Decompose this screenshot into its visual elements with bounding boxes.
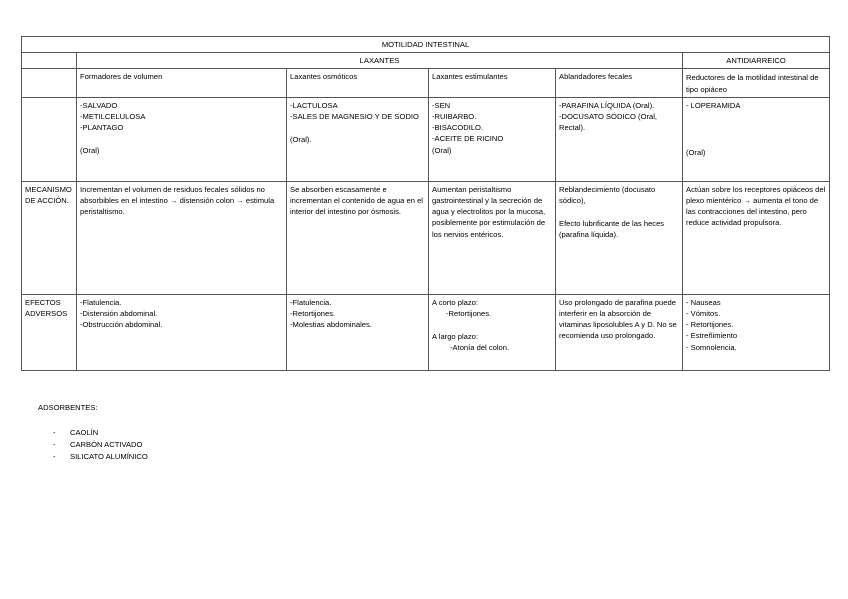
group-antidiarreico: ANTIDIARREICO <box>683 53 830 69</box>
route-label: (Oral) <box>432 145 452 155</box>
drug-item: -PLANTAGO <box>80 123 124 133</box>
adsorbente-item: SILICATO ALUMÍNICO <box>70 452 148 461</box>
empty-label-cell <box>22 69 77 97</box>
efectos-reductores: - Nauseas - Vómitos. - Retortijones. - Estreñimiento - Somnolencia. <box>683 294 830 370</box>
row-label-mecanismo: MECANISMO DE ACCIÓN. <box>22 181 77 294</box>
drug-item: -ACEITE DE RICINO <box>432 134 504 144</box>
drug-item: -RUIBARBO. <box>432 112 477 122</box>
bullet-dash: - <box>53 428 56 437</box>
drugs-ablandadores <box>556 97 683 181</box>
drug-item: -METILCELULOSA <box>80 112 146 122</box>
efectos-osmoticos: -Flatulencia. -Retortijones. -Molestias abdominales. <box>287 294 429 370</box>
mecanismo-reductores: Actúan sobre los receptores opiáceos del plexo mientérico → aumenta el tono de las contracciones del intestino, pero reduce actividad propulsora. <box>683 181 830 294</box>
col-header-estimulantes: Laxantes estimulantes <box>429 69 556 97</box>
efectos-formadores: -Flatulencia. -Distensión abdominal. -Obstrucción abdominal. <box>77 294 287 370</box>
table-title: MOTILIDAD INTESTINAL <box>22 37 830 53</box>
mecanismo-ablandadores: Reblandecimiento (docusato sódico), Efecto lubrificante de las heces (parafina líquida). <box>556 181 683 294</box>
bullet-dash: - <box>53 440 56 449</box>
drugs-estimulantes <box>429 97 556 181</box>
col-header-reductores: Reductores de la motilidad intestinal de tipo opiáceo <box>683 69 830 97</box>
drug-item: -PARAFINA LÍQUIDA (Oral). <box>559 100 655 110</box>
drugs-formadores <box>77 97 287 181</box>
col-header-formadores: Formadores de volumen <box>77 69 287 97</box>
efectos-ablandadores: Uso prolongado de parafina puede interferir en la absorción de vitaminas liposolubles A y D. No se recomienda uso prolongado. <box>556 294 683 370</box>
route-label: (Oral) <box>686 148 706 158</box>
list-item <box>38 451 148 463</box>
adsorbente-item: CARBÓN ACTIVADO <box>70 440 143 449</box>
route-label: (Oral). <box>290 135 312 145</box>
drug-item: -SALVADO <box>80 100 118 110</box>
mecanismo-formadores: Incrementan el volumen de residuos fecales sólidos no absorbibles en el intestino → distensión colon → estimula peristaltismo. <box>77 181 287 294</box>
drug-item: - LOPERAMIDA <box>686 100 741 110</box>
col-header-ablandadores: Ablandadores fecales <box>556 69 683 97</box>
drug-item: -LACTULOSA <box>290 100 338 110</box>
drugs-reductores <box>683 97 830 181</box>
row-label-efectos: EFECTOS ADVERSOS <box>22 294 77 370</box>
drug-item: -DOCUSATO SÓDICO (Oral, Rectal). <box>559 112 658 133</box>
adsorbente-item: CAOLÍN <box>70 428 99 437</box>
mecanismo-osmoticos: Se absorben escasamente e incrementan el contenido de agua en el interior del intestino por ósmosis. <box>287 181 429 294</box>
drug-item: -BISACODILO. <box>432 123 484 133</box>
adsorbentes-title: ADSORBENTES: <box>38 403 98 412</box>
empty-corner-cell <box>22 53 77 69</box>
efectos-estimulantes: A corto plazo: -Retortijones. A largo plazo: -Atonía del colon. <box>429 294 556 370</box>
mecanismo-estimulantes: Aumentan peristaltismo gastrointestinal y la secreción de agua y electrolitos por la mucosa, posiblemente por estimulación de los nervios entéricos. <box>429 181 556 294</box>
list-item <box>38 439 148 451</box>
empty-drugs-label <box>22 97 77 181</box>
col-header-osmoticos: Laxantes osmóticos <box>287 69 429 97</box>
drug-item: -SEN <box>432 100 451 110</box>
motilidad-table <box>21 36 830 371</box>
list-item <box>38 427 148 439</box>
bullet-dash: - <box>53 452 56 461</box>
drugs-osmoticos <box>287 97 429 181</box>
route-label: (Oral) <box>80 146 100 156</box>
group-laxantes: LAXANTES <box>77 53 683 69</box>
adsorbentes-section <box>38 402 148 463</box>
drug-item: -SALES DE MAGNESIO Y DE SODIO <box>290 112 419 122</box>
